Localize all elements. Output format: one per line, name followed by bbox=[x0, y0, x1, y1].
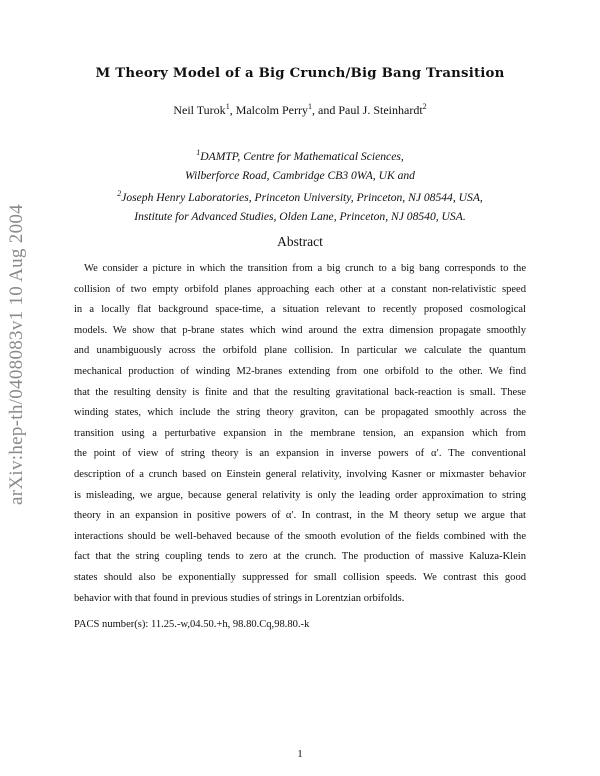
affiliation-line bbox=[0, 169, 600, 182]
page-number: 1 bbox=[297, 748, 303, 760]
abstract-line: behavior with that found in previous studies of strings in Lorentzian orbifolds. bbox=[74, 592, 405, 604]
affiliation-line bbox=[0, 189, 600, 204]
abstract-line: in a locally flat background space-time, a situation relevant to recently proposed cosmological bbox=[74, 304, 526, 316]
author-list bbox=[0, 102, 600, 118]
affiliation-marker: 1 bbox=[196, 148, 201, 157]
abstract-line: interactions should be well-behaved because of the smooth evolution of the fields combined with the bbox=[74, 530, 526, 542]
abstract-line: We consider a picture in which the transition from a big crunch to a big bang corresponds to the bbox=[84, 263, 526, 274]
abstract-heading: Abstract bbox=[277, 234, 323, 249]
affiliation-marker: 1 bbox=[308, 102, 313, 111]
affiliation-marker: 1 bbox=[225, 102, 230, 111]
paper-title: M Theory Model of a Big Crunch/Big Bang Transition bbox=[95, 66, 505, 81]
abstract-line: the point of view of string theory is an expansion in inverse powers of α′. The conventional bbox=[74, 448, 526, 460]
affiliation-line bbox=[0, 210, 600, 223]
affiliation-marker: 2 bbox=[117, 189, 122, 198]
arxiv-identifier-stamp: arXiv:hep-th/0408083v1 10 Aug 2004 bbox=[6, 204, 27, 505]
pacs-numbers: PACS number(s): 11.25.-w,04.50.+h, 98.80.Cq,98.80.-k bbox=[74, 619, 310, 630]
affiliation-line bbox=[0, 148, 600, 163]
affiliation-marker: 2 bbox=[422, 102, 427, 111]
author-name: Neil Turok bbox=[173, 103, 226, 117]
abstract-line: is misleading, we argue, because general relativity is only the leading order approximation to string bbox=[74, 489, 526, 501]
abstract-line: models. We show that p-brane states which wind around the extra dimension propagate smoothly bbox=[74, 324, 526, 336]
author-name: , Malcolm Perry bbox=[229, 103, 309, 117]
abstract-line: that the resulting density is finite and that the resulting gravitational back-reaction is small. These bbox=[74, 386, 526, 398]
affiliation-text: Wilberforce Road, Cambridge CB3 0WA, UK and bbox=[185, 169, 415, 182]
abstract-line: states should also be exponentially suppressed for small collision speeds. We contrast this good bbox=[74, 571, 526, 583]
abstract-line: fact that the string coupling tends to zero at the crunch. The production of massive Kaluza-Klein bbox=[74, 551, 526, 563]
affiliation-text: DAMTP, Centre for Mathematical Sciences, bbox=[200, 149, 404, 163]
affiliation-text: Joseph Henry Laboratories, Princeton University, Princeton, NJ 08544, USA, bbox=[121, 190, 483, 204]
abstract-body bbox=[74, 259, 526, 609]
abstract-line: theory in an expansion in positive powers of α′. In contrast, in the M theory setup we argue that bbox=[74, 510, 526, 522]
abstract-line: transition using a perturbative expansion in the membrane tension, an expansion which from bbox=[74, 427, 526, 439]
abstract-line: description of a crunch based on Einstein general relativity, involving Kasner or mixmaster behavior bbox=[74, 468, 526, 480]
abstract-line: collision of two empty orbifold planes approaching each other at a constant non-relativistic speed bbox=[74, 283, 526, 295]
abstract-line: mechanical production of winding M2-branes extending from one orbifold to the other. We find bbox=[74, 365, 526, 377]
abstract-line: winding states, which include the string theory graviton, can be propagated smoothly across the bbox=[74, 407, 526, 419]
author-name: , and Paul J. Steinhardt bbox=[312, 103, 423, 117]
affiliation-text: Institute for Advanced Studies, Olden Lane, Princeton, NJ 08540, USA. bbox=[134, 210, 466, 223]
abstract-line: and unambiguously across the orbifold plane collision. In particular we calculate the quantum bbox=[74, 345, 526, 357]
